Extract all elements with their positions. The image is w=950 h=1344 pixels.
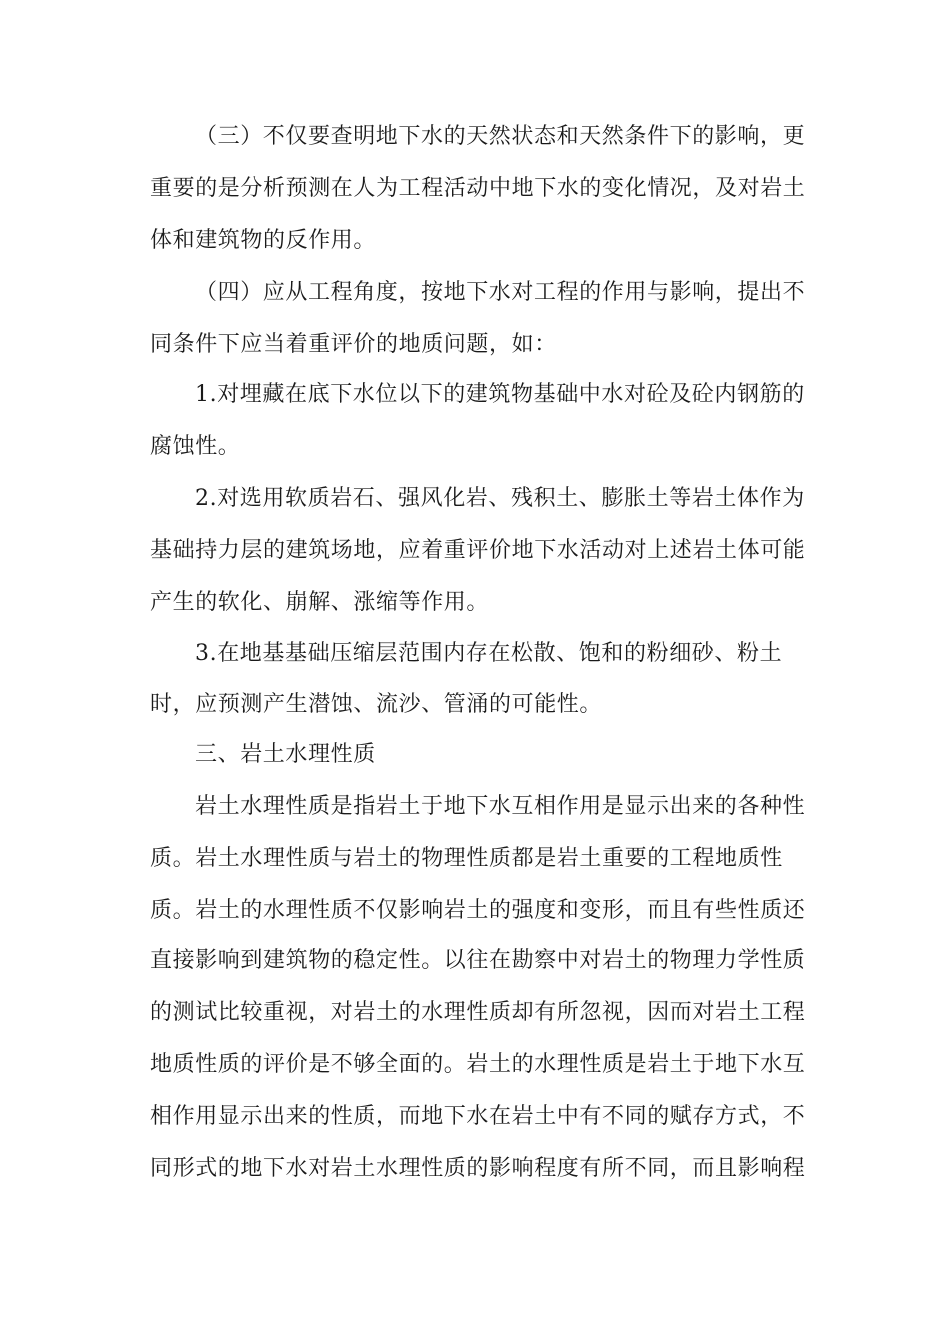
paragraph-7-line-7: 相作用显示出来的性质，而地下水在岩土中有不同的赋存方式，不 [150, 1104, 806, 1129]
paragraph-2-line-1: （四）应从工程角度，按地下水对工程的作用与影响，提出不 [195, 280, 806, 305]
paragraph-7-line-1: 岩土水理性质是指岩土于地下水互相作用是显示出来的各种性 [195, 794, 806, 819]
paragraph-3-line-2: 腐蚀性。 [150, 434, 241, 459]
paragraph-7-line-3: 质。岩土的水理性质不仅影响岩土的强度和变形，而且有些性质还 [150, 898, 806, 923]
paragraph-7-line-4: 直接影响到建筑物的稳定性。以往在勘察中对岩土的物理力学性质 [150, 948, 806, 973]
paragraph-3-line-1: 1.对埋藏在底下水位以下的建筑物基础中水对砼及砼内钢筋的 [195, 382, 805, 407]
paragraph-1-line-2: 重要的是分析预测在人为工程活动中地下水的变化情况，及对岩土 [150, 176, 806, 201]
paragraph-5-line-1: 3.在地基基础压缩层范围内存在松散、饱和的粉细砂、粉土 [195, 641, 783, 666]
paragraph-2-line-2: 同条件下应当着重评价的地质问题，如： [150, 332, 557, 357]
paragraph-1-line-3: 体和建筑物的反作用。 [150, 228, 377, 253]
paragraph-5-line-2: 时，应预测产生潜蚀、流沙、管涌的可能性。 [150, 692, 603, 717]
paragraph-7-line-2: 质。岩土水理性质与岩土的物理性质都是岩土重要的工程地质性 [150, 846, 783, 871]
paragraph-7-line-8: 同形式的地下水对岩土水理性质的影响程度有所不同，而且影响程 [150, 1156, 806, 1181]
paragraph-7-line-6: 地质性质的评价是不够全面的。岩土的水理性质是岩土于地下水互 [150, 1052, 806, 1077]
paragraph-4-line-3: 产生的软化、崩解、涨缩等作用。 [150, 590, 490, 615]
paragraph-1-line-1: （三）不仅要查明地下水的天然状态和天然条件下的影响，更 [195, 124, 806, 149]
paragraph-4-line-2: 基础持力层的建筑场地，应着重评价地下水活动对上述岩土体可能 [150, 538, 806, 563]
paragraph-7-line-5: 的测试比较重视，对岩土的水理性质却有所忽视，因而对岩土工程 [150, 1000, 806, 1025]
paragraph-4-line-1: 2.对选用软质岩石、强风化岩、残积土、膨胀土等岩土体作为 [195, 486, 805, 511]
section-heading: 三、岩土水理性质 [195, 742, 376, 767]
